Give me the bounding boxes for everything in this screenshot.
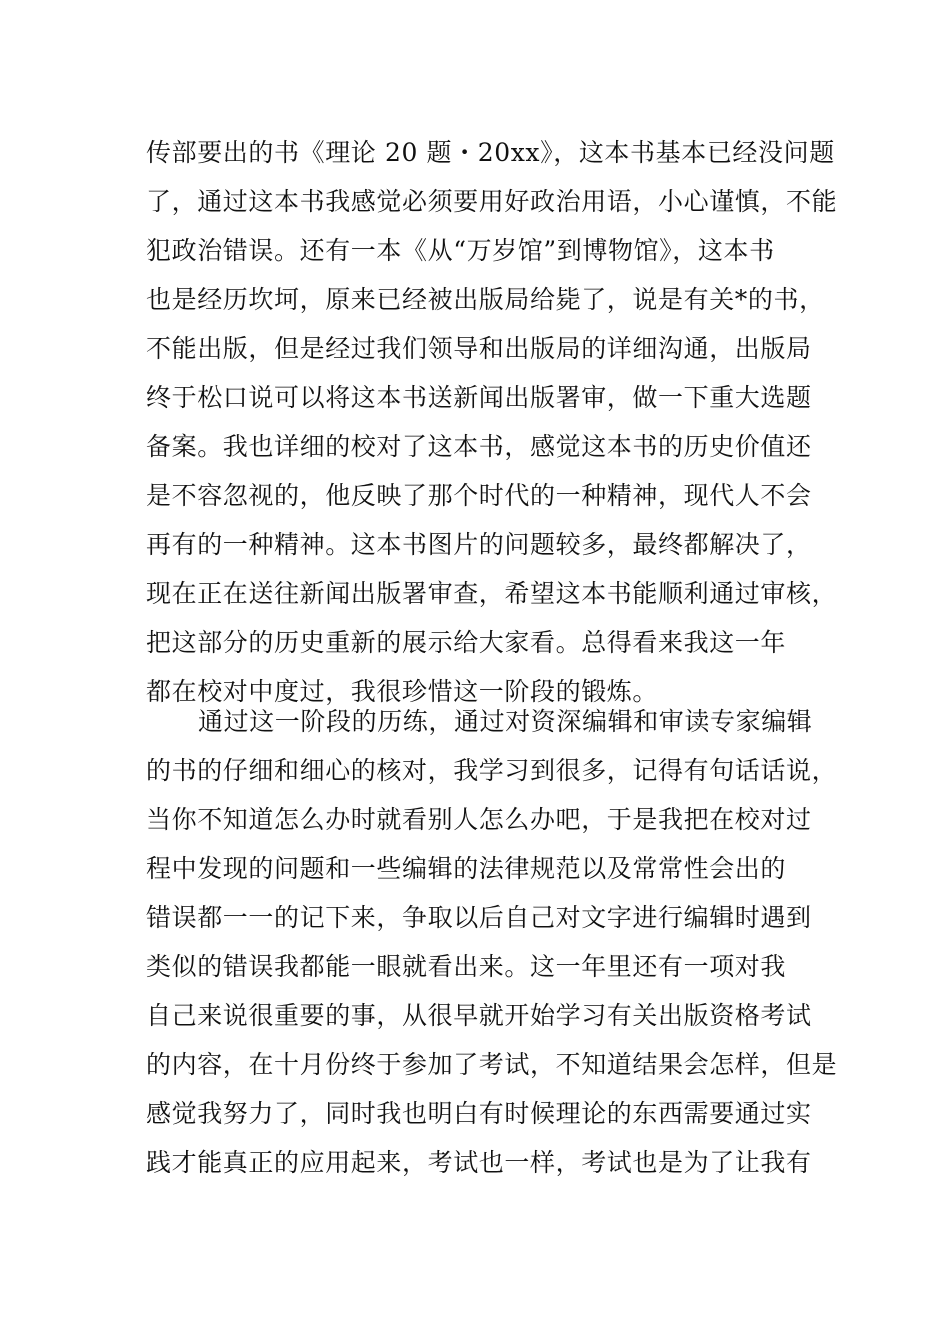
text-line: 现在正在送往新闻出版署审查，希望这本书能顺利通过审核， [146,579,838,608]
text-line: 错误都一一的记下来，争取以后自己对文字进行编辑时遇到 [146,903,812,932]
paragraph-1 [146,128,838,716]
paragraph-2 [146,697,838,1187]
text-line: 是不容忽视的，他反映了那个时代的一种精神，现代人不会 [146,481,812,510]
text-line: 终于松口说可以将这本书送新闻出版署审，做一下重大选题 [146,383,812,412]
text-line: 的内容，在十月份终于参加了考试，不知道结果会怎样，但是 [146,1050,838,1079]
text-line: 类似的错误我都能一眼就看出来。这一年里还有一项对我 [146,952,787,981]
text-line: 的书的仔细和细心的核对，我学习到很多，记得有句话话说， [146,756,838,785]
text-line: 都在校对中度过，我很珍惜这一阶段的锻炼。 [146,677,659,706]
text-line: 感觉我努力了，同时我也明白有时候理论的东西需要通过实 [146,1099,812,1128]
text-line: 备案。我也详细的校对了这本书，感觉这本书的历史价值还 [146,432,812,461]
text-line: 再有的一种精神。这本书图片的问题较多，最终都解决了， [146,530,812,559]
text-line: 传部要出的书《理论 20 题・20xx》，这本书基本已经没问题 [146,138,835,167]
text-line: 了，通过这本书我感觉必须要用好政治用语，小心谨慎，不能 [146,187,838,216]
text-line: 也是经历坎坷，原来已经被出版局给毙了，说是有关*的书， [146,285,825,314]
text-line: 通过这一阶段的历练，通过对资深编辑和审读专家编辑 [198,707,813,736]
text-line: 把这部分的历史重新的展示给大家看。总得看来我这一年 [146,628,787,657]
text-line: 践才能真正的应用起来，考试也一样，考试也是为了让我有 [146,1148,812,1177]
text-line: 自己来说很重要的事，从很早就开始学习有关出版资格考试 [146,1001,812,1030]
text-line: 程中发现的问题和一些编辑的法律规范以及常常性会出的 [146,854,787,883]
text-line: 犯政治错误。还有一本《从“万岁馆”到博物馆》，这本书 [146,236,775,265]
text-line: 不能出版，但是经过我们领导和出版局的详细沟通，出版局 [146,334,812,363]
text-line: 当你不知道怎么办时就看别人怎么办吧，于是我把在校对过 [146,805,812,834]
